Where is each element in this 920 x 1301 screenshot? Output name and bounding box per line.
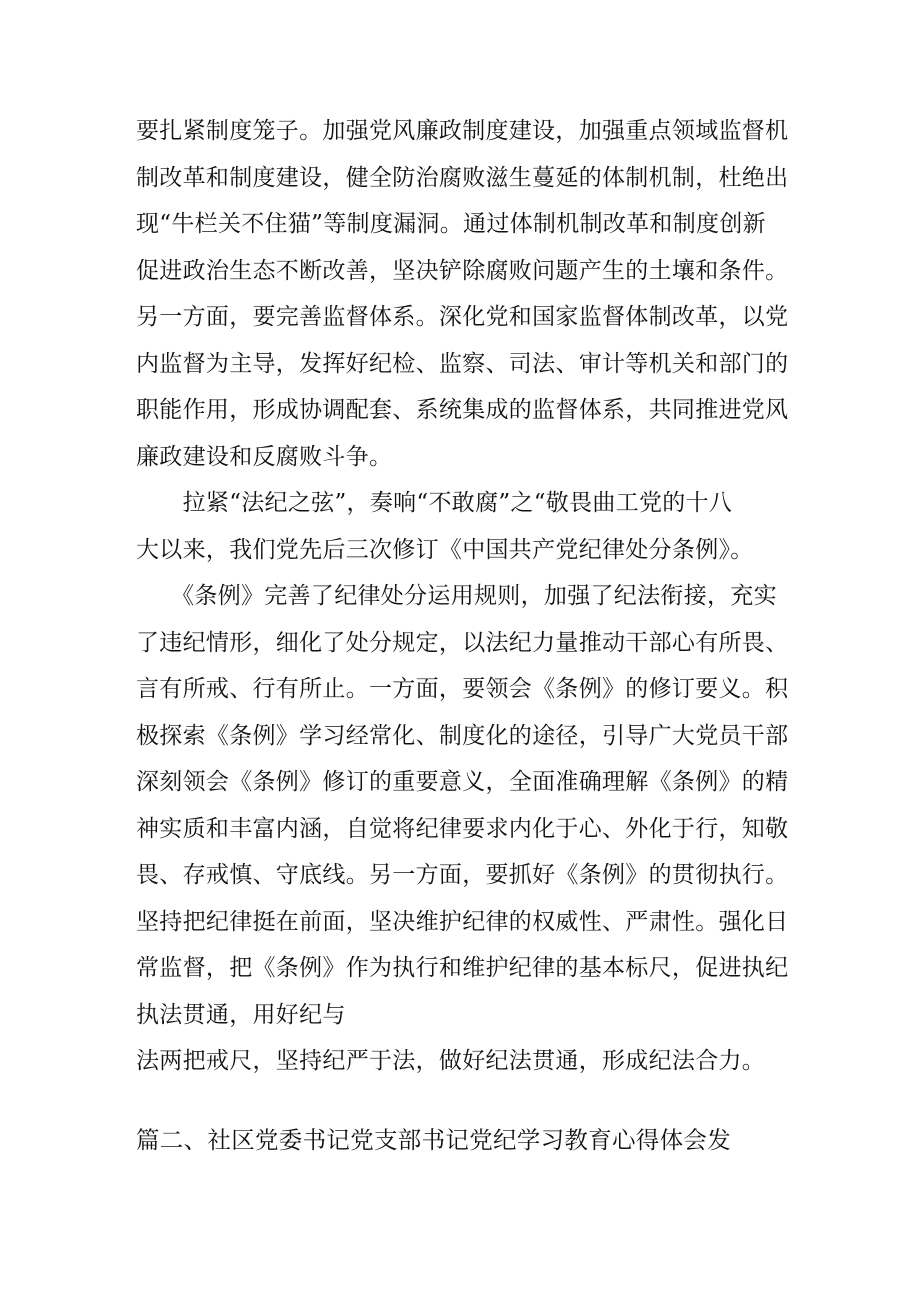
text-line: 坚持把纪律挺在前面，坚决维护纪律的权威性、严肃性。强化日 [136, 908, 789, 935]
text-line: 深刻领会《条例》修订的重要意义，全面准确理解《条例》的精 [136, 769, 789, 795]
text-line: 法两把戒尺，坚持纪严于法，做好纪法贯通，形成纪法合力。 [136, 1048, 766, 1074]
text-line: 了违纪情形，细化了处分规定，以法纪力量推动干部心有所畏、 [136, 629, 789, 656]
text-line: 神实质和丰富内涵，自觉将纪律要求内化于心、外化于行，知敬 [136, 815, 789, 842]
text-line: 促进政治生态不断改善，坚决铲除腐败问题产生的土壤和条件。 [136, 257, 789, 284]
text-line: 另一方面，要完善监督体系。深化党和国家监督体制改革，以党 [136, 304, 789, 330]
text-line: 内监督为主导，发挥好纪检、监察、司法、审计等机关和部门的 [136, 350, 789, 377]
text-line: 廉政建设和反腐败斗争。 [136, 443, 393, 470]
text-line: 现“牛栏关不住猫”等制度漏洞。通过体制机制改革和制度创新 [136, 211, 766, 237]
text-line: 极探索《条例》学习经常化、制度化的途径，引导广大党员干部 [136, 722, 789, 749]
text-line: 《条例》完善了纪律处分运用规则，加强了纪法衔接，充实 [136, 583, 777, 609]
text-line: 执法贯通，用好纪与 [136, 1001, 346, 1028]
text-line: 畏、存戒慎、守底线。另一方面，要抓好《条例》的贯彻执行。 [136, 862, 789, 888]
body-text [136, 108, 789, 1085]
text-line: 常监督，把《条例》作为执行和维护纪律的基本标尺，促进执纪 [136, 955, 789, 981]
text-line: 职能作用，形成协调配套、系统集成的监督体系，共同推进党风 [136, 397, 789, 423]
text-line: 制改革和制度建设，健全防治腐败滋生蔓延的体制机制，杜绝出 [136, 164, 789, 191]
text-line: 要扎紧制度笼子。加强党风廉政制度建设，加强重点领域监督机 [136, 118, 789, 144]
section-heading: 篇二、社区党委书记党支部书记党纪学习教育心得体会发 [136, 1126, 731, 1154]
text-line: 言有所戒、行有所止。一方面，要领会《条例》的修订要义。积 [136, 676, 789, 702]
text-line: 拉紧“法纪之弦”，奏响“不敢腐”之“敬畏曲工党的十八 [136, 490, 733, 516]
text-line: 大以来，我们党先后三次修订《中国共产党纪律处分条例》。 [136, 536, 754, 563]
